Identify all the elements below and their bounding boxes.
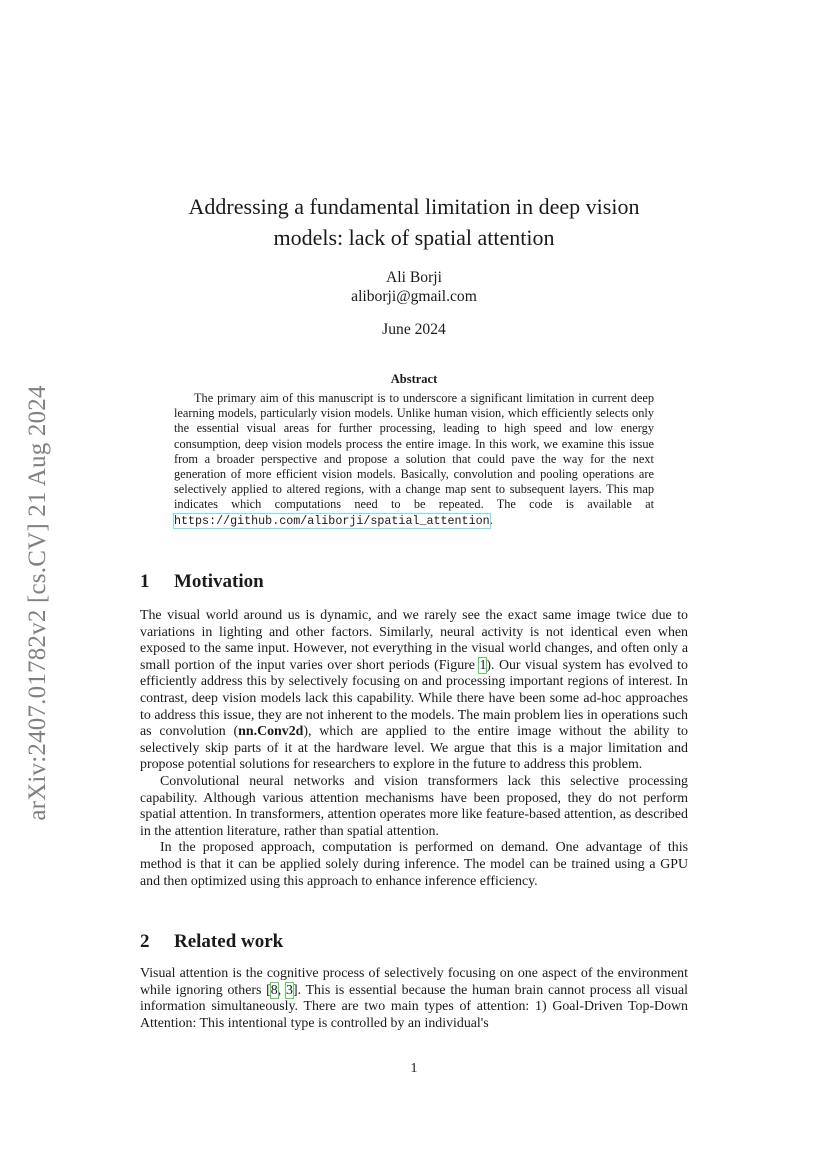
author-email: aliborji@gmail.com (351, 288, 477, 305)
title-line-1: Addressing a fundamental limitation in deep vision (188, 194, 640, 219)
paragraph: In the proposed approach, computation is performed on demand. One advantage of this method is that it can be applied solely during inference. The model can be trained using a GPU and then optimized using this approach to enhance inference efficiency. (140, 840, 688, 889)
section-number: 1 (140, 571, 150, 592)
motivation-body (140, 608, 688, 890)
paragraph-text: Visual attention is the cognitive process of selectively focusing on one aspect of the environment while ignoring others [ (140, 966, 688, 998)
paragraph (140, 608, 688, 774)
paper-title (140, 191, 688, 253)
code-term: nn.Conv2d (238, 724, 304, 740)
citation-link[interactable]: 3 (286, 982, 293, 998)
title-line-2: models: lack of spatial attention (273, 225, 555, 250)
citation-separator: , (277, 982, 286, 998)
page-number: 1 (410, 1061, 418, 1076)
paper-date: June 2024 (382, 321, 446, 338)
code-url-link[interactable]: https://github.com/aliborji/spatial_attention (174, 513, 490, 528)
citation-link[interactable]: 8 (270, 982, 278, 998)
section-number: 2 (140, 931, 150, 952)
paragraph (140, 966, 688, 1032)
abstract-text: The primary aim of this manuscript is to underscore a significant limitation in current deep learning models, particularly vision models. Unlike human vision, which efficiently selects only the essential visual areas for further processing, leading to high speed and low energy consumption, deep vision models process the entire image. In this work, we examine this issue from a broader perspective and propose a solution that could pave the way for the next generation of more efficient vision models. Basically, convolution and pooling operations are selectively applied to altered regions, with a change map sent to subsequent layers. This map indicates which computations need to be repeated. The code is available at (174, 391, 654, 512)
figure-ref-link[interactable]: 1 (479, 657, 487, 673)
paragraph-text: The visual world around us is dynamic, and we rarely see the exact same image twice due to variations in lighting and other factors. Similarly, neural activity is not identical even when exposed to the same input. However, not everything in the visual world changes, and often only a small portion of the input varies over short periods (Figure (140, 608, 688, 673)
paragraph: Convolutional neural networks and vision transformers lack this selective processing capability. Although various attention mechanisms have been proposed, they do not perform spatial attention. In transformers, attention operates more like feature-based attention, as described in the attention literature, rather than spatial attention. (140, 773, 688, 839)
related-work-body (140, 966, 688, 1032)
abstract-end: . (489, 512, 493, 527)
abstract-body (174, 391, 654, 529)
arxiv-id: arXiv:2407.01782v2 [cs.CV] 21 Aug 2024 (24, 385, 51, 821)
section-heading-motivation (140, 571, 264, 593)
paragraph-text: ), which are applied to the entire image without the ability to selectively skip parts of it at the hardware level. We argue that this is a major limitation and propose potential solutions for researchers to explore in the future to address this problem. (140, 724, 688, 773)
section-title: Motivation (174, 571, 264, 592)
paragraph-text: ). Our visual system has evolved to efficiently address this by selectively focusing on and processing important regions of interest. In contrast, deep vision models lack this capability. While there have been some ad-hoc approaches to address this issue, they are not inherent to the models. The main problem lies in operations such as convolution ( (140, 657, 688, 740)
abstract-heading: Abstract (390, 372, 438, 386)
arxiv-sidebar-stamp (8, 357, 68, 849)
author-name: Ali Borji (386, 269, 442, 286)
section-title: Related work (174, 931, 284, 952)
section-heading-related-work (140, 931, 283, 953)
paragraph-text: ]. This is essential because the human brain cannot process all visual information simultaneously. There are two main types of attention: 1) Goal-Driven Top-Down Attention: This intentional type is controlled by an individual's (140, 982, 688, 1031)
